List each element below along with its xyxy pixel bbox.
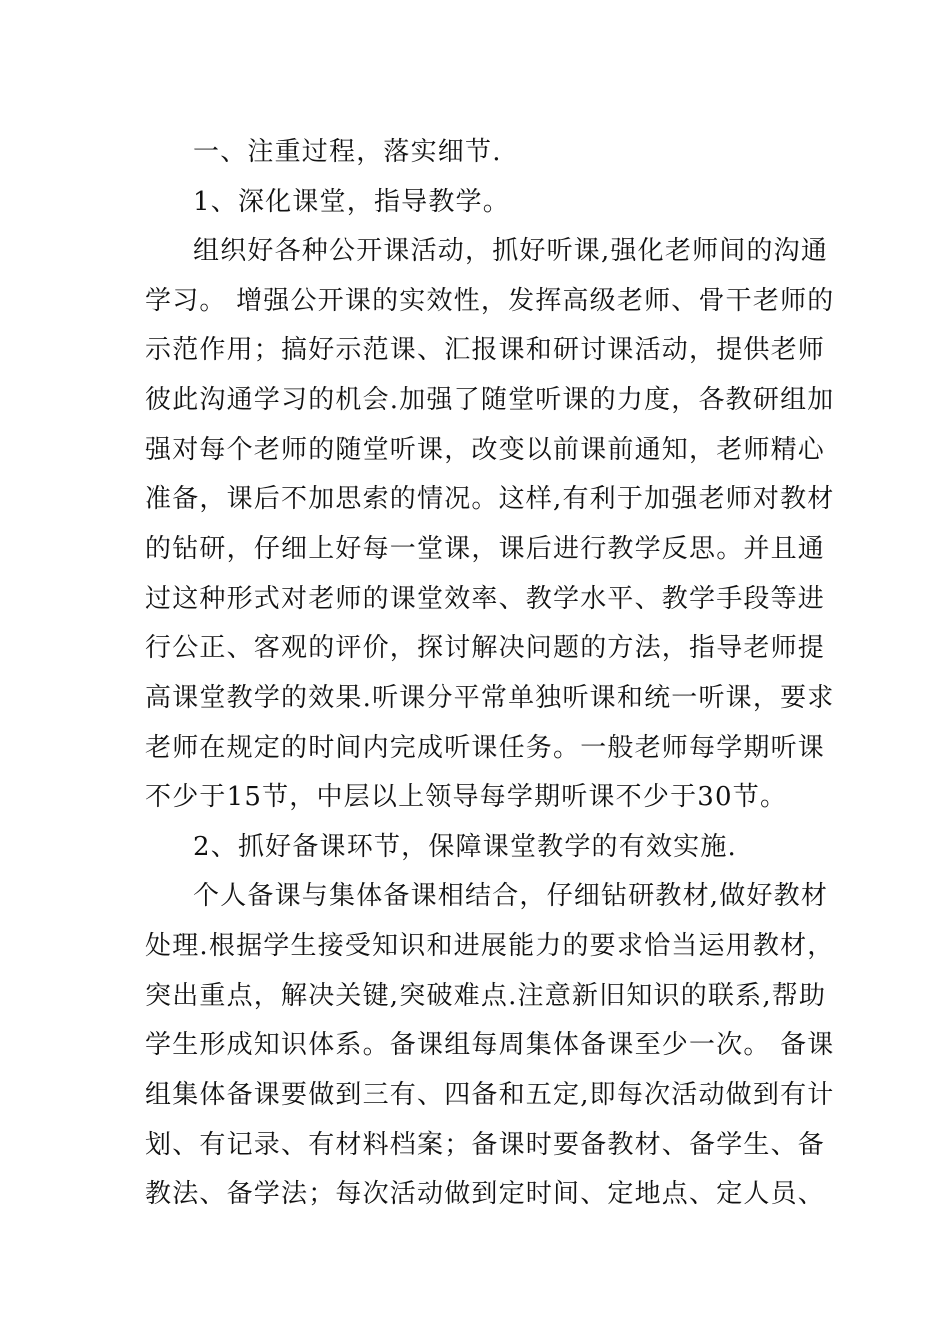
paragraph-line: 行公正、客观的评价，探讨解决问题的方法，指导老师提 bbox=[145, 633, 826, 663]
paragraph-line: 划、有记录、有材料档案；备课时要备教材、备学生、备 bbox=[145, 1130, 826, 1160]
paragraph-line: 组集体备课要做到三有、四备和五定,即每次活动做到有计 bbox=[145, 1080, 835, 1110]
paragraph-line: 的钻研，仔细上好每一堂课，课后进行教学反思。并且通 bbox=[145, 534, 826, 564]
paragraph-line: 不少于15节，中层以上领导每学期听课不少于30节。 bbox=[145, 782, 788, 812]
paragraph-line: 老师在规定的时间内完成听课任务。一般老师每学期听课 bbox=[145, 733, 826, 763]
paragraph-line: 准备，课后不加思索的情况。这样,有利于加强老师对教材 bbox=[145, 484, 835, 514]
paragraph-line: 突出重点，解决关键,突破难点.注意新旧知识的联系,帮助 bbox=[145, 981, 827, 1011]
paragraph-line: 学生形成知识体系。备课组每周集体备课至少一次。 备课 bbox=[145, 1030, 835, 1060]
paragraph-line: 过这种形式对老师的课堂效率、教学水平、教学手段等进 bbox=[145, 584, 826, 614]
subsection-heading: 1、深化课堂，指导教学。 bbox=[193, 187, 510, 217]
subsection-heading: 2、抓好备课环节，保障课堂教学的有效实施. bbox=[193, 832, 738, 862]
paragraph-line: 高课堂教学的效果.听课分平常单独听课和统一听课，要求 bbox=[145, 683, 835, 713]
section-heading: 一、注重过程，落实细节. bbox=[193, 137, 502, 167]
paragraph-line: 处理.根据学生接受知识和进展能力的要求恰当运用教材， bbox=[145, 931, 835, 961]
paragraph-line: 教法、备学法；每次活动做到定时间、定地点、定人员、 bbox=[145, 1179, 826, 1209]
paragraph-line: 组织好各种公开课活动，抓好听课,强化老师间的沟通 bbox=[193, 236, 829, 266]
paragraph-line: 示范作用；搞好示范课、汇报课和研讨课活动，提供老师 bbox=[145, 335, 826, 365]
paragraph-line: 彼此沟通学习的机会.加强了随堂听课的力度，各教研组加 bbox=[145, 385, 835, 415]
paragraph-line: 强对每个老师的随堂听课，改变以前课前通知，老师精心 bbox=[145, 435, 826, 465]
paragraph-line: 学习。 增强公开课的实效性，发挥高级老师、骨干老师的 bbox=[145, 286, 835, 316]
paragraph-line: 个人备课与集体备课相结合，仔细钻研教材,做好教材 bbox=[193, 881, 829, 911]
